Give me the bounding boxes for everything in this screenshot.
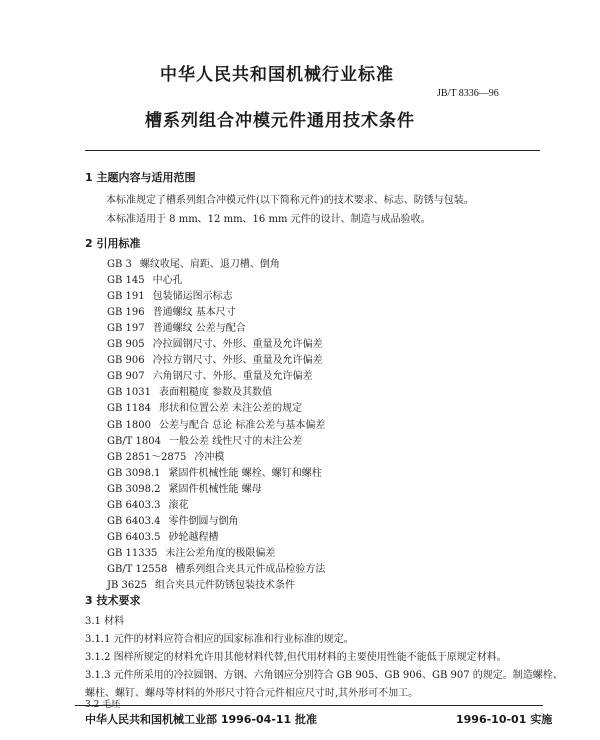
section-1-heading: 1 主题内容与适用范围 [85, 171, 196, 184]
reference-code: GB 3 [107, 259, 132, 270]
reference-code: GB 191 [107, 291, 145, 303]
reference-code: GB 906 [107, 355, 145, 367]
reference-code: GB 3098.1 [107, 467, 161, 479]
reference-code: GB/T 1804 [107, 435, 162, 447]
reference-title: 一般公差 线性尺寸的未注公差 [169, 435, 303, 447]
reference-title: 形状和位置公差 未注公差的规定 [158, 403, 303, 415]
reference-title: 零件倒圆与倒角 [168, 515, 239, 527]
reference-item [107, 464, 322, 479]
reference-title: 表面粗糙度 参数及其数值 [158, 387, 273, 399]
reference-code: GB 3098.2 [107, 483, 161, 495]
reference-title: 滚花 [168, 499, 189, 511]
reference-code: GB 1184 [107, 403, 151, 415]
section-3-1-heading: 3.1 材料 [85, 616, 125, 627]
reference-code: GB 6403.4 [107, 515, 161, 527]
standard-body-title: 中华人民共和国机械行业标准 [160, 65, 394, 85]
reference-item [107, 480, 262, 495]
reference-item [107, 560, 325, 575]
reference-title: 紧固件机械性能 螺栓、螺钉和螺柱 [168, 467, 322, 479]
standard-code: JB/T 8336—96 [437, 88, 499, 99]
reference-title: 冷拉方钢尺寸、外形、重量及允许偏差 [152, 355, 323, 367]
reference-code: GB 11335 [107, 547, 158, 559]
reference-title: 砂轮越程槽 [168, 531, 219, 543]
reference-item [107, 335, 323, 350]
reference-title: 包装储运图示标志 [152, 291, 233, 303]
effective-date: 1996-10-01 实施 [456, 713, 553, 726]
reference-item [107, 271, 183, 286]
reference-item [107, 287, 233, 302]
reference-title: 普通螺纹 公差与配合 [152, 323, 246, 335]
section-3-1-1: 3.1.1 元件的材料应符合相应的国家标准和行业标准的规定。 [85, 634, 354, 645]
section-3-heading: 3 技术要求 [85, 594, 141, 607]
reference-title: 普通螺纹 基本尺寸 [152, 307, 236, 319]
reference-code: GB 6403.5 [107, 531, 161, 543]
reference-code: GB 197 [107, 323, 145, 335]
reference-item [107, 576, 295, 591]
reference-item [107, 319, 246, 334]
reference-title: 槽系列组合夹具元件成品检验方法 [175, 563, 326, 575]
approval-date: 中华人民共和国机械工业部 1996-04-11 批准 [85, 713, 318, 726]
reference-code: GB 2851～2875 [107, 451, 187, 463]
section-1-paragraph-1: 本标准规定了槽系列组合冲模元件(以下简称元件)的技术要求、标志、防锈与包装。 [106, 195, 474, 206]
reference-item [107, 367, 313, 382]
header-divider [85, 150, 540, 151]
reference-title: 组合夹具元件防锈包装技术条件 [155, 580, 295, 591]
reference-title: 六角钢尺寸、外形、重量及允许偏差 [152, 371, 313, 383]
reference-code: GB 145 [107, 275, 145, 287]
reference-title: 中心孔 [152, 275, 183, 287]
document-title: 槽系列组合冲模元件通用技术条件 [145, 111, 415, 131]
reference-title: 冷拉圆钢尺寸、外形、重量及允许偏差 [152, 339, 323, 351]
footer-divider [75, 705, 543, 706]
reference-item [107, 448, 224, 463]
reference-code: JB 3625 [107, 580, 147, 591]
section-3-2-heading: 3.2 毛坯 [85, 700, 121, 710]
reference-code: GB 905 [107, 339, 145, 351]
reference-item [107, 303, 236, 318]
reference-item [107, 528, 219, 543]
reference-code: GB 1800 [107, 419, 151, 431]
reference-code: GB 1031 [107, 387, 151, 399]
reference-item [107, 383, 272, 398]
reference-code: GB 196 [107, 307, 145, 319]
reference-item [107, 496, 189, 511]
reference-code: GB 907 [107, 371, 145, 383]
reference-item [107, 255, 280, 270]
section-3-1-3-line-2: 螺柱、螺钉、螺母等材料的外形尺寸符合元件相应尺寸时,其外形可不加工。 [85, 688, 419, 699]
reference-code: GB 6403.3 [107, 499, 161, 511]
reference-item [107, 416, 325, 431]
section-3-1-2: 3.1.2 图样所规定的材料允许用其他材料代替,但代用材料的主要使用性能不能低于原规定材料。 [85, 652, 507, 663]
section-1-paragraph-2: 本标准适用于 8 mm、12 mm、16 mm 元件的设计、制造与成品验收。 [106, 214, 431, 225]
reference-item [107, 544, 275, 559]
section-2-heading: 2 引用标准 [85, 237, 141, 250]
reference-title: 公差与配合 总论 标准公差与基本偏差 [158, 419, 326, 431]
reference-item [107, 399, 302, 414]
reference-item [107, 351, 323, 366]
reference-item [107, 512, 239, 527]
reference-title: 紧固件机械性能 螺母 [168, 483, 262, 495]
reference-title: 螺纹收尾、肩距、退刀槽、倒角 [139, 259, 280, 270]
section-3-1-3-line-1: 3.1.3 元件所采用的冷拉圆钢、方钢、六角钢应分别符合 GB 905、GB 906、GB 907 的规定。制造螺栓、 [85, 670, 563, 681]
reference-title: 冷冲模 [194, 451, 225, 463]
reference-item [107, 432, 302, 447]
reference-code: GB/T 12558 [107, 563, 168, 575]
reference-title: 未注公差角度的极限偏差 [165, 547, 276, 559]
